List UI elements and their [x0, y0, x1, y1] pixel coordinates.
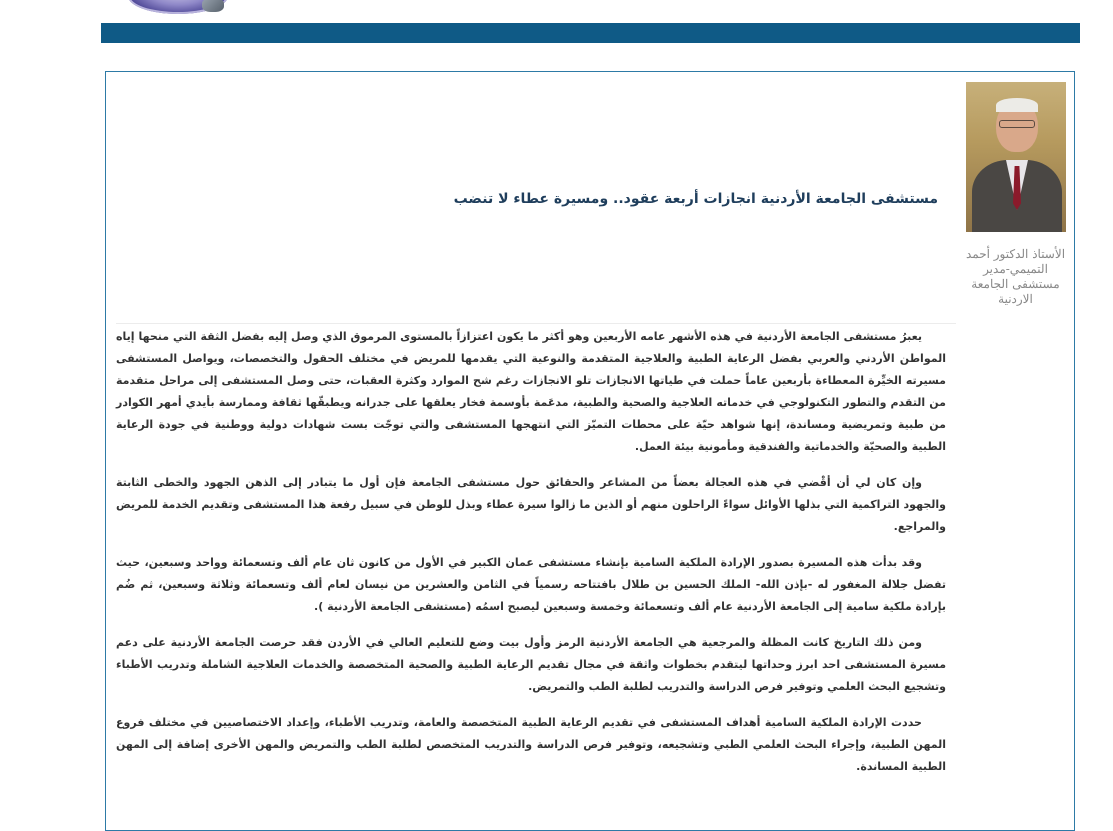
magnifier-icon — [202, 0, 224, 12]
header-bar — [101, 23, 1080, 43]
photo-glasses — [999, 120, 1035, 128]
author-caption: الأستاذ الدكتور أحمد التميمي-مدير مستشفى الجامعة الاردنية — [965, 247, 1066, 306]
article-body — [116, 324, 946, 792]
article-paragraph: وإن كان لي أن أقْضي في هذه العجالة بعضاً من المشاعر والحقائق حول مستشفى الجامعة فإن أول ما يتبادر إلى الذهن الجهود والخطى الثابتة والجهود التراكمية التي بذلها الأوائل سواءً الراحلون منهم أو الذين ما زالوا سيرة عطاء وبذل للوطن في سبيل رفعة هذا المستشفى وتقديم الخدمة للمريض والمراجع. — [116, 476, 946, 533]
site-logo[interactable] — [128, 0, 228, 14]
article-container — [105, 71, 1075, 831]
article-paragraph: يعبرُ مستشفى الجامعة الأردنية في هذه الأشهر عامه الأربعين وهو أكثر ما يكون اعتزازاً بالمستوى المرموق الذي وصل إليه بفضل الثقة التي منحها إياه المواطن الأردني والعربي بفضل الرعاية الطبية والعلاجية المتقدمة والنوعية التي يقدمها للمريض في مختلف الحقول والتخصصات، ويواصل المستشفى مسيرته الخيِّرة المعطاءة بأربعين عاماً حملت في طياتها الانجازات تلو الانجازات رغم شح الموارد وكثرة العقبات، حتى وصل المستشفى إلى مراحل متقدمة من التقدم والتطور التكنولوجي في خدماته العلاجية والصحية والطبية، مدعَمة بأوسمة فخار يعلقها على جدرانه ويطبقّها ثقافة وممارسة بأيدي أمهر الكوادر من طبية وتمريضية ومساندة، إنها شواهد حيّة على محطات التميّز التي انتهجها المستشفى والتي توجّت بست شهادات دولية ووطنية في جودة الرعاية الطبية والصحيّة والخدماتية والفندقية ومأمونية بيئة العمل. — [116, 330, 946, 453]
photo-hair — [996, 98, 1038, 112]
article-paragraph: وقد بدأت هذه المسيرة بصدور الإرادة الملكية السامية بإنشاء مستشفى عمان الكبير في الأول من كانون ثان عام ألف وتسعمائة وواحد وسبعين، حيث تفضل جلالة المغفور له -بإذن الله- الملك الحسين بن طلال بافتتاحه رسمياً في الثامن والعشرين من نيسان لعام ألف وتسعمائة وثلاثة وسبعين، ثم ضُم بإرادة ملكية سامية إلى الجامعة الأردنية عام ألف وتسعمائة وخمسة وسبعين ليصبح اسمُه (مستشفى الجامعة الأردنية ). — [116, 556, 946, 613]
author-photo — [966, 82, 1066, 232]
article-paragraph: ومن ذلك التاريخ كانت المظلة والمرجعية هي الجامعة الأردنية الرمز وأول بيت وضع للتعليم العالي في الأردن فقد حرصت الجامعة الأردنية على دعم مسيرة المستشفى احد ابرز وحداتها ليتقدم بخطوات واثقة في مجال تقديم الرعاية الطبية والصحية المتخصصة والخدمات العلاجية الشاملة وتدريب الأطباء وتشجيع البحث العلمي وتوفير فرص الدراسة والتدريب لطلبة الطب والتمريض. — [116, 636, 946, 693]
article-paragraph: حددت الإرادة الملكية السامية أهداف المستشفى في تقديم الرعاية الطبية المتخصصة والعامة، وتدريب الأطباء، وإعداد الاختصاصيين في مختلف فروع المهن الطبية، وإجراء البحث العلمي الطبي وتشجيعه، وتوفير فرص الدراسة والتدريب المتخصص لطلبة الطب والتمريض والمهن الأخرى إضافة إلى المهن الطبية المساندة. — [116, 716, 946, 773]
article-title: مستشفى الجامعة الأردنية انجازات أربعة عقود.. ومسيرة عطاء لا تنضب — [453, 191, 938, 207]
